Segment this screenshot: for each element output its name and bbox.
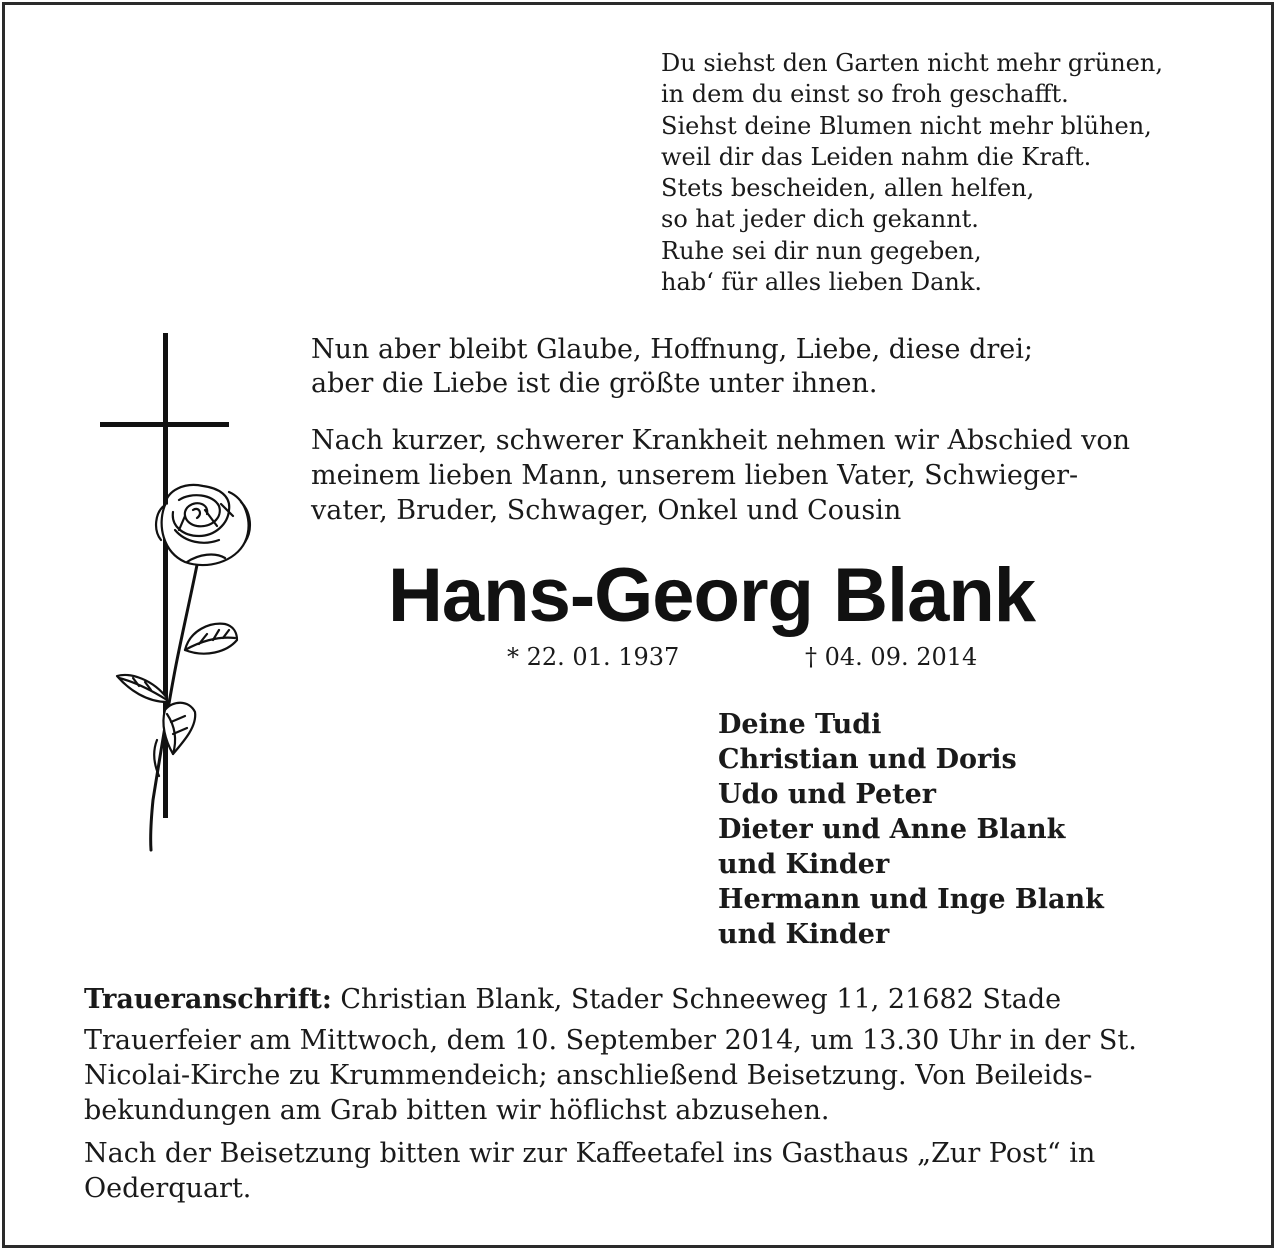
reception-line: Oederquart. xyxy=(84,1173,252,1204)
mourners-list xyxy=(718,707,1104,952)
poem-line: Stets bescheiden, allen helfen, xyxy=(661,174,1035,203)
reception-line: Nach der Beisetzung bitten wir zur Kaffeetafel ins Gasthaus „Zur Post“ in xyxy=(84,1138,1096,1169)
mourner: und Kinder xyxy=(718,919,890,950)
mourner: Udo und Peter xyxy=(718,779,937,810)
mourner: Christian und Doris xyxy=(718,744,1017,775)
mourner: Hermann und Inge Blank xyxy=(718,884,1104,915)
service-line: Trauerfeier am Mittwoch, dem 10. September 2014, um 13.30 Uhr in der St. xyxy=(84,1025,1137,1056)
reception-info xyxy=(84,1136,1095,1206)
bible-verse xyxy=(311,333,1033,401)
address-label: Traueranschrift: xyxy=(84,984,332,1015)
verse-line: Nun aber bleibt Glaube, Hoffnung, Liebe, diese drei; xyxy=(311,334,1033,365)
rose-leaves xyxy=(117,624,237,776)
intro-line: Nach kurzer, schwerer Krankheit nehmen wir Abschied von xyxy=(311,425,1131,456)
cross-with-rose-icon xyxy=(95,330,265,860)
poem xyxy=(661,48,1163,298)
mourning-address xyxy=(84,982,1061,1017)
poem-line: Ruhe sei dir nun gegeben, xyxy=(661,236,982,265)
birth-date: * 22. 01. 1937 xyxy=(507,643,680,671)
cross-vertical xyxy=(163,333,168,818)
funeral-service-info xyxy=(84,1023,1137,1128)
farewell-intro xyxy=(311,423,1130,528)
poem-line: in dem du einst so froh geschafft. xyxy=(661,80,1069,109)
service-line: Nicolai-Kirche zu Krummendeich; anschließend Beisetzung. Von Beileids- xyxy=(84,1060,1093,1091)
rose-head xyxy=(156,485,250,565)
mourner: und Kinder xyxy=(718,849,890,880)
intro-line: meinem lieben Mann, unserem lieben Vater, Schwieger- xyxy=(311,460,1079,491)
poem-line: Du siehst den Garten nicht mehr grünen, xyxy=(661,49,1163,77)
mourner: Dieter und Anne Blank xyxy=(718,814,1066,845)
poem-line: Siehst deine Blumen nicht mehr blühen, xyxy=(661,111,1152,140)
verse-line: aber die Liebe ist die größte unter ihnen. xyxy=(311,368,878,399)
service-line: bekundungen am Grab bitten wir höflichst abzusehen. xyxy=(84,1095,830,1126)
deceased-name: Hans-Georg Blank xyxy=(388,553,1036,638)
poem-line: so hat jeder dich gekannt. xyxy=(661,205,979,234)
mourner: Deine Tudi xyxy=(718,709,882,740)
poem-line: hab‘ für alles lieben Dank. xyxy=(661,268,983,297)
poem-line: weil dir das Leiden nahm die Kraft. xyxy=(661,142,1092,171)
address-text: Christian Blank, Stader Schneeweg 11, 21682 Stade xyxy=(331,984,1062,1015)
death-date: † 04. 09. 2014 xyxy=(805,643,978,671)
intro-line: vater, Bruder, Schwager, Onkel und Cousin xyxy=(311,495,902,526)
cross-horizontal xyxy=(100,422,229,427)
